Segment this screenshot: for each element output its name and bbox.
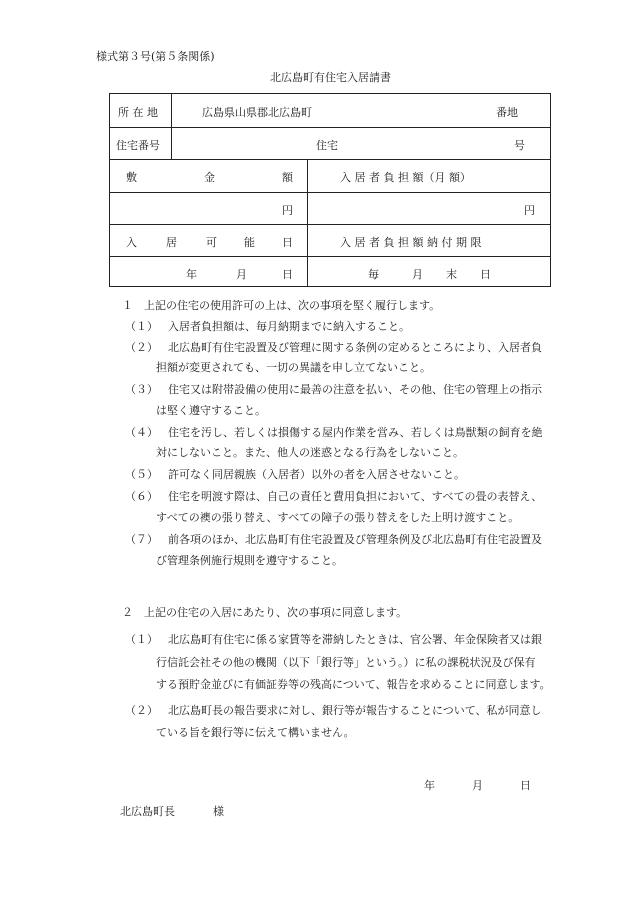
housing-middle: 住宅	[316, 139, 338, 152]
move-in-label-5: 日	[282, 236, 293, 249]
move-in-label-3: 可	[206, 236, 217, 249]
honorific: 様	[213, 805, 224, 818]
move-in-label-1: 入	[126, 236, 137, 249]
section1-heading: １ 上記の住宅の使用許可の上は、次の事項を堅く履行します。	[122, 299, 441, 312]
location-address: 広島県山県郡北広島町	[202, 106, 312, 119]
form-number: 様式第３号(第５条関係)	[96, 50, 215, 63]
payment-deadline-label: 入 居 者 負 担 額 納 付 期 限	[340, 236, 482, 249]
deposit-label-3: 額	[282, 171, 293, 184]
monthly-burden-label: 入 居 者 負 担 額（月 額）	[340, 171, 471, 184]
location-suffix: 番地	[496, 106, 518, 119]
deadline-every: 毎	[368, 268, 379, 281]
section2-heading: ２ 上記の住宅の入居にあたり、次の事項に同意します。	[122, 606, 408, 619]
info-table	[109, 93, 551, 287]
location-label: 所 在 地	[118, 106, 158, 119]
deadline-day: 日	[480, 268, 491, 281]
move-in-month: 月	[236, 268, 247, 281]
document-title: 北広島町有住宅入居請書	[270, 71, 391, 84]
deposit-label-2: 金	[204, 171, 215, 184]
move-in-day: 日	[282, 268, 293, 281]
housing-suffix: 号	[514, 139, 525, 152]
date-day: 日	[520, 779, 531, 792]
move-in-label-4: 能	[244, 236, 255, 249]
date-year: 年	[424, 779, 435, 792]
move-in-label-2: 居	[166, 236, 177, 249]
deadline-end: 末	[446, 268, 457, 281]
deposit-label-1: 敷	[126, 171, 137, 184]
deposit-unit: 円	[282, 204, 293, 217]
burden-unit: 円	[524, 204, 535, 217]
housing-number-label: 住宅番号	[116, 139, 160, 152]
addressee: 北広島町長	[120, 805, 175, 818]
deadline-month: 月	[412, 268, 423, 281]
date-month: 月	[472, 779, 483, 792]
move-in-year: 年	[186, 268, 197, 281]
